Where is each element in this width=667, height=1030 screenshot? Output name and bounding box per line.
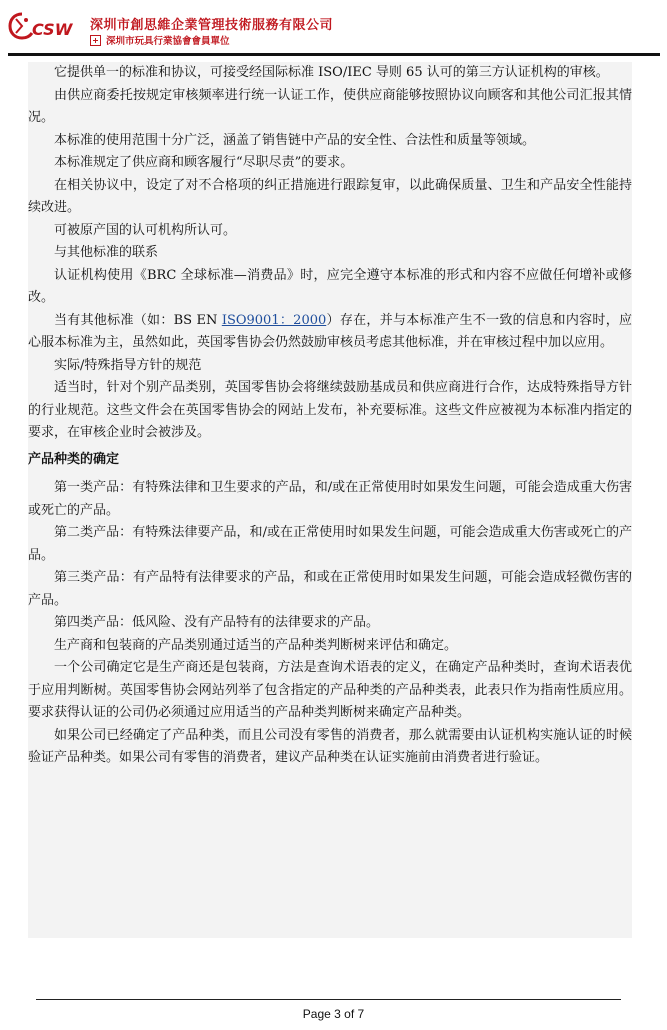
paragraph: 第三类产品：有产品特有法律要求的产品，和或在正常使用时如果发生问题，可能会造成轻微伤害的产品。: [28, 570, 632, 608]
paragraph: 第四类产品：低风险、没有产品特有的法律要求的产品。: [54, 615, 380, 630]
paragraph-text: 当有其他标准（如：BS EN: [54, 312, 222, 328]
company-logo: [8, 9, 80, 43]
company-name: 深圳市創思維企業管理技術服務有限公司: [90, 18, 334, 33]
svg-text:CSW: CSW: [32, 20, 73, 39]
paragraph: 认证机构使用《BRC 全球标准—消费品》时，应完全遵守本标准的形式和内容不应做任何增补或修改。: [28, 267, 632, 305]
page-header: [8, 6, 660, 56]
document-body: [28, 62, 632, 938]
paragraph: 第二类产品：有特殊法律要产品，和/或在正常使用时如果发生问题，可能会造成重大伤害或死亡的产品。: [28, 525, 632, 563]
association-subtitle: [90, 33, 230, 47]
paragraph: 第一类产品：有特殊法律和卫生要求的产品，和/或在正常使用时如果发生问题，可能会造成重大伤害或死亡的产品。: [28, 480, 632, 518]
paragraph: 如果公司已经确定了产品种类，而且公司没有零售的消费者，那么就需要由认证机构实施认证的时候验证产品种类。如果公司有零售的消费者，建议产品种类在认证实施前由消费者进行验证。: [28, 727, 632, 765]
subsection-label: 实际/特殊指导方针的规范: [54, 357, 202, 373]
paragraph-text: ）存在，并与本标准产生不一致的信息和内容时，应心服本标准为主，虽然如此，英国零售协会仍然鼓励审核员考虑其他标准，并在审核过程中加以应用。: [28, 312, 632, 350]
plus-box-icon: [90, 35, 101, 46]
paragraph: 本标准规定了供应商和顾客履行“尽职尽责”的要求。: [54, 155, 354, 170]
header-divider: [8, 53, 660, 56]
footer-divider: [36, 999, 621, 1000]
paragraph: 在相关协议中，设定了对不合格项的纠正措施进行跟踪复审，以此确保质量、卫生和产品安全性能持续改进。: [28, 177, 632, 215]
association-text: 深圳市玩具行業協會會員單位: [106, 36, 230, 47]
subsection-label: 与其他标准的联系: [54, 245, 159, 260]
page-number: Page 3 of 7: [302, 1007, 365, 1021]
paragraph: 由供应商委托按规定审核频率进行统一认证工作，使供应商能够按照协议向顾客和其他公司汇报其情况。: [28, 87, 632, 125]
paragraph: 本标准的使用范围十分广泛，涵盖了销售链中产品的安全性、合法性和质量等领域。: [54, 132, 536, 148]
paragraph: 生产商和包装商的产品类别通过适当的产品种类判断树来评估和确定。: [54, 637, 458, 653]
paragraph-with-link: [28, 310, 632, 355]
paragraph: 它提供单一的标准和协议，可接受经国际标准 ISO/IEC 导则 65 认可的第三方认证机构的审核。: [54, 65, 609, 80]
iso9001-link[interactable]: ISO9001：2000: [221, 312, 327, 328]
section-heading: 产品种类的确定: [28, 451, 120, 467]
paragraph: 适当时，针对个别产品类别，英国零售协会将继续鼓励基成员和供应商进行合作，达成特殊指导方针的行业规范。这些文件会在英国零售协会的网站上发布，补充要标准。这些文件应被视为本标准内指定的要求，在审核企业时会被涉及。: [28, 380, 632, 440]
paragraph: 一个公司确定它是生产商还是包装商，方法是查询术语表的定义，在确定产品种类时，查询术语表优于应用判断树。英国零售协会网站列举了包含指定的产品种类的产品种类表，此表只作为指南性质应用。要求获得认证的公司仍必须通过应用适当的产品种类判断树来确定产品种类。: [28, 660, 632, 720]
paragraph: 可被原产国的认可机构所认可。: [54, 222, 237, 238]
